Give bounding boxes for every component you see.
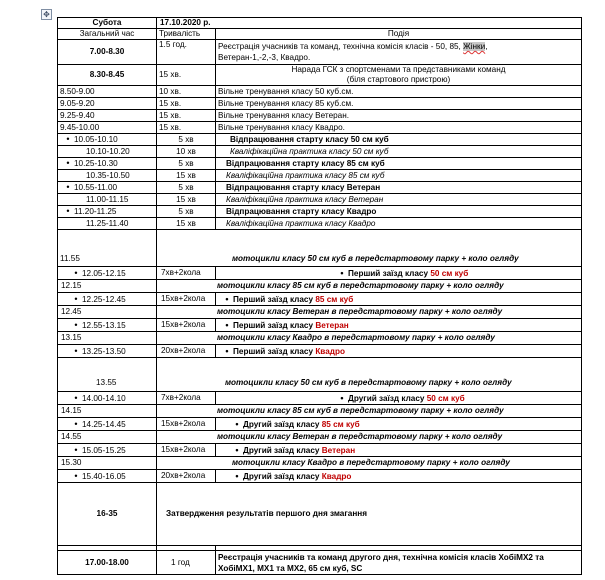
table-row <box>58 405 582 418</box>
event-cell <box>216 319 582 332</box>
time-cell: 10.35-10.50 <box>58 170 157 182</box>
time-cell: 12.45 <box>58 306 157 319</box>
duration-cell: 10 хв <box>157 146 216 158</box>
bullet-icon <box>231 446 243 455</box>
time-cell: • 10.25-10.30 <box>58 158 157 170</box>
class-label: Квадро <box>321 471 352 481</box>
event-cell: Кваліфікаційна практика класу 85 см куб <box>216 170 582 182</box>
event-text: Перший заїзд класу <box>348 268 429 278</box>
table-move-handle-icon[interactable]: ✥ <box>41 9 52 20</box>
event-cell <box>216 418 582 431</box>
col-event-header: Подія <box>216 29 582 40</box>
time-cell: 14.55 <box>58 431 157 444</box>
event-cell <box>216 267 582 280</box>
time-cell: • 10.55-11.00 <box>58 182 157 194</box>
time-cell: • 12.55-13.15 <box>58 319 157 332</box>
time-cell: 13.55 <box>58 358 157 392</box>
table-row <box>58 345 582 358</box>
duration-cell: 15 хв. <box>157 122 216 134</box>
time-cell: 9.45-10.00 <box>58 122 157 134</box>
time-cell: • 14.00-14.10 <box>58 392 157 405</box>
table-row <box>58 293 582 306</box>
time-cell: 8.30-8.45 <box>58 65 157 86</box>
table-row <box>58 134 582 146</box>
event-cell: мотоцикли класу Ветеран в передстартовому парку + коло огляду <box>157 306 582 319</box>
event-text: Другий заїзд класу <box>348 393 425 403</box>
event-cell: мотоцикли класу Ветеран в передстартовому парку + коло огляду <box>157 431 582 444</box>
col-duration-header: Тривалість <box>157 29 216 40</box>
event-cell: Відпрацювання старту класу 50 см куб <box>216 134 582 146</box>
class-label: 85 см куб <box>315 294 354 304</box>
table-row <box>58 110 582 122</box>
time-cell: 17.00-18.00 <box>58 551 157 575</box>
event-cell <box>216 392 582 405</box>
event-cell: Відпрацювання старту класу Квадро <box>216 206 582 218</box>
table-header-date-row <box>58 18 582 29</box>
class-label: Ветеран <box>321 445 356 455</box>
duration-cell: 15 хв. <box>157 110 216 122</box>
duration-cell: 15хв+2кола <box>157 418 216 431</box>
bullet-icon <box>336 394 348 403</box>
event-cell: Вільне тренування класу 50 куб.см. <box>216 86 582 98</box>
time-cell: • 15.05-15.25 <box>58 444 157 457</box>
time-cell: 11.25-11.40 <box>58 218 157 230</box>
duration-cell: 15хв+2кола <box>157 444 216 457</box>
table-row <box>58 280 582 293</box>
event-text: Перший заїзд класу <box>233 294 314 304</box>
table-row <box>58 267 582 280</box>
event-cell <box>216 470 582 483</box>
table-row <box>58 65 582 86</box>
table-row <box>58 392 582 405</box>
table-row <box>58 483 582 546</box>
bullet-icon <box>231 472 243 481</box>
table-row <box>58 306 582 319</box>
table-row <box>58 358 582 392</box>
time-cell: • 14.25-14.45 <box>58 418 157 431</box>
event-cell: Затвердження результатів першого дня змагання <box>157 483 582 546</box>
time-cell: 9.05-9.20 <box>58 98 157 110</box>
event-cell: мотоцикли класу 85 см куб в передстартовому парку + коло огляду <box>157 280 582 293</box>
time-cell: • 12.25-12.45 <box>58 293 157 306</box>
event-cell: Вільне тренування класу Ветеран. <box>216 110 582 122</box>
table-row <box>58 182 582 194</box>
duration-cell: 1 год <box>157 551 216 575</box>
date-text: 17.10.2020 р. <box>160 18 211 27</box>
event-cell <box>216 444 582 457</box>
event-cell: мотоцикли класу Квадро в передстартовому парку + коло огляду <box>157 332 582 345</box>
event-cell: Кваліфікаційна практика класу Ветеран <box>216 194 582 206</box>
table-row <box>58 158 582 170</box>
duration-cell: 15хв+2кола <box>157 319 216 332</box>
duration-cell: 5 хв <box>157 206 216 218</box>
event-text: Другий заїзд класу <box>243 471 320 481</box>
class-label: Ветеран <box>315 320 349 330</box>
duration-cell: 20хв+2кола <box>157 470 216 483</box>
day-cell: Субота <box>58 18 157 29</box>
table-row <box>58 319 582 332</box>
table-row <box>58 230 582 267</box>
event-cell: Відпрацювання старту класу Ветеран <box>216 182 582 194</box>
time-cell: • 12.05-12.15 <box>58 267 157 280</box>
time-cell: 11.55 <box>58 230 157 267</box>
table-row <box>58 470 582 483</box>
bullet-icon <box>221 347 233 356</box>
event-cell: Вільне тренування класу Квадро. <box>216 122 582 134</box>
event-cell <box>216 293 582 306</box>
time-cell: 15.30 <box>58 457 157 470</box>
duration-cell: 15 хв <box>157 218 216 230</box>
duration-cell: 5 хв <box>157 134 216 146</box>
schedule-table <box>57 17 582 575</box>
table-row <box>58 40 582 65</box>
duration-cell: 7хв+2кола <box>157 267 216 280</box>
event-cell: мотоцикли класу Квадро в передстартовому парку + коло огляду <box>157 457 582 470</box>
event-cell: Відпрацювання старту класу 85 см куб <box>216 158 582 170</box>
time-cell: 10.10-10.20 <box>58 146 157 158</box>
bullet-icon <box>231 420 243 429</box>
event-cell: Вільне тренування класу 85 куб.см. <box>216 98 582 110</box>
event-cell: Реєстрація учасників та команд другого дня, технічна комісія класів ХобіМХ2 та ХобіМХ1, МХ1 та МХ2, 65 см куб, SC <box>216 551 582 575</box>
event-cell: мотоцикли класу 85 см куб в передстартовому парку + коло огляду <box>157 405 582 418</box>
time-cell: 9.25-9.40 <box>58 110 157 122</box>
duration-cell: 15хв+2кола <box>157 293 216 306</box>
col-time-header: Загальний час <box>58 29 157 40</box>
time-cell: 14.15 <box>58 405 157 418</box>
time-cell: 13.15 <box>58 332 157 345</box>
duration-cell: 5 хв <box>157 158 216 170</box>
time-cell: 8.50-9.00 <box>58 86 157 98</box>
event-text: Перший заїзд класу <box>233 320 314 330</box>
event-text-cont: (біля стартового пристрою) <box>346 75 451 84</box>
event-text: Другий заїзд класу <box>243 445 320 455</box>
date-cell <box>157 18 582 29</box>
bullet-icon <box>221 295 233 304</box>
time-cell: • 13.25-13.50 <box>58 345 157 358</box>
time-cell: 7.00-8.30 <box>58 40 157 65</box>
time-cell: 11.00-11.15 <box>58 194 157 206</box>
table-header-columns-row <box>58 29 582 40</box>
duration-cell: 7хв+2кола <box>157 392 216 405</box>
event-highlight: Жінки <box>463 42 486 51</box>
table-row <box>58 218 582 230</box>
table-row <box>58 551 582 575</box>
duration-cell: 1.5 год. <box>157 40 216 65</box>
event-cell: Кваліфікаційна практика класу Квадро <box>216 218 582 230</box>
table-row <box>58 444 582 457</box>
duration-cell: 10 хв. <box>157 86 216 98</box>
duration-cell: 15 хв. <box>157 65 216 86</box>
event-cell: мотоцикли класу 50 см куб в передстартовому парку + коло огляду <box>157 358 582 392</box>
event-cell: мотоцикли класу 50 см куб в передстартовому парку + коло огляду <box>157 230 582 267</box>
bullet-icon <box>336 269 348 278</box>
table-row <box>58 457 582 470</box>
duration-cell: 5 хв <box>157 182 216 194</box>
class-label: 85 см куб <box>321 419 360 429</box>
time-cell: 16-35 <box>58 483 157 546</box>
time-cell: • 11.20-11.25 <box>58 206 157 218</box>
table-row <box>58 431 582 444</box>
duration-cell: 15 хв <box>157 170 216 182</box>
class-label: 50 см куб <box>430 268 469 278</box>
event-cell: Кваліфікаційна практика класу 50 см куб <box>216 146 582 158</box>
event-cell <box>216 345 582 358</box>
table-row <box>58 332 582 345</box>
event-text-cont: Ветеран-1,-2,-3, Квадро. <box>218 53 311 62</box>
table-row <box>58 98 582 110</box>
event-text: Перший заїзд класу <box>233 346 314 356</box>
bullet-icon <box>221 321 233 330</box>
duration-cell: 20хв+2кола <box>157 345 216 358</box>
table-row <box>58 170 582 182</box>
table-row <box>58 122 582 134</box>
time-cell: • 15.40-16.05 <box>58 470 157 483</box>
event-text: Реєстрація учасників та команд, технічна комісія класів - 50, 85, <box>218 42 461 51</box>
class-label: 50 см куб <box>426 393 465 403</box>
duration-cell: 15 хв. <box>157 98 216 110</box>
event-cell: Реєстрація учасників та команд, технічна комісія класів - 50, 85, Жінки, Ветеран-1,-2,-3, Квадро. <box>216 40 582 65</box>
table-row <box>58 206 582 218</box>
table-row <box>58 418 582 431</box>
time-cell: 12.15 <box>58 280 157 293</box>
table-row <box>58 146 582 158</box>
event-text: Другий заїзд класу <box>243 419 320 429</box>
event-cell <box>216 65 582 86</box>
class-label: Квадро <box>315 346 345 356</box>
duration-cell: 15 хв <box>157 194 216 206</box>
table-row <box>58 194 582 206</box>
time-cell: • 10.05-10.10 <box>58 134 157 146</box>
event-text: Нарада ГСК з спортсменами та представниками команд <box>291 65 506 74</box>
table-row <box>58 86 582 98</box>
